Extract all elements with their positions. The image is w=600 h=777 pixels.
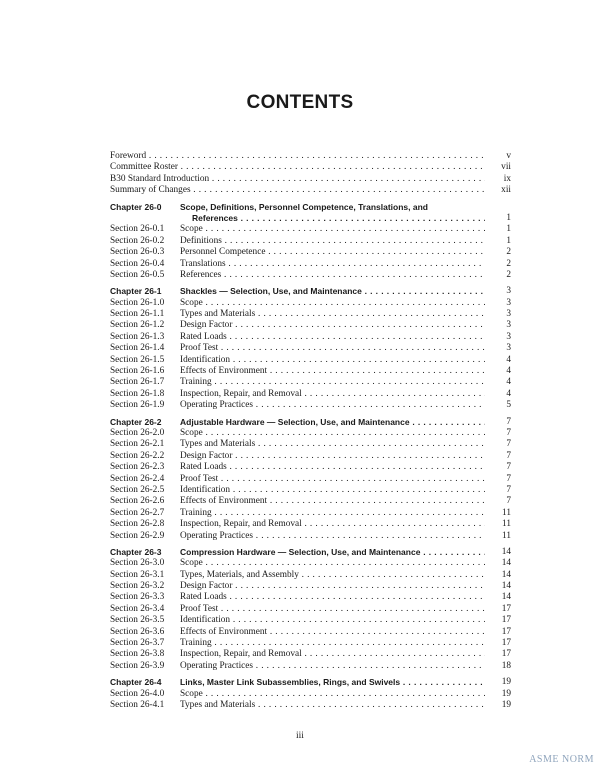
section-title: Definitions . . . [180, 236, 485, 247]
toc-entry[interactable] [110, 417, 511, 428]
chapter-page: 3 [506, 286, 511, 297]
section-page: 11 [502, 519, 511, 530]
toc-entry[interactable] [110, 496, 511, 507]
toc-entry-title: B30 Standard Introduction . . . [110, 174, 485, 185]
section-page: 17 [501, 649, 511, 660]
section-title: Design Factor . . . [180, 320, 485, 331]
toc-entry[interactable] [110, 649, 511, 660]
toc-entry[interactable] [110, 174, 511, 185]
section-title: Types and Materials . . . [180, 700, 485, 711]
section-title: Scope . . . [180, 428, 485, 439]
toc-entry[interactable] [110, 474, 511, 485]
toc-entry[interactable] [110, 677, 511, 688]
section-label: Section 26-2.9 [110, 530, 165, 541]
section-label: Section 26-0.5 [110, 269, 165, 280]
section-title: Types, Materials, and Assembly . . . [180, 570, 485, 581]
section-title: Training . . . [180, 508, 485, 519]
section-title: Identification . . . [180, 485, 485, 496]
page-number: iii [296, 731, 304, 741]
toc-entry-page: v [506, 151, 511, 161]
section-title: Training . . . [180, 377, 485, 388]
toc-entry[interactable] [110, 309, 511, 320]
section-title: Inspection, Repair, and Removal . . . [180, 649, 485, 660]
section-page: 1 [506, 235, 511, 246]
section-page: 11 [502, 507, 511, 518]
chapter-page: 19 [501, 677, 511, 688]
section-page: 19 [501, 688, 511, 699]
section-title: Identification . . . [180, 615, 485, 626]
section-label: Section 26-2.8 [110, 519, 165, 530]
toc-entry[interactable] [110, 519, 511, 530]
toc-entry[interactable] [110, 259, 511, 270]
section-title: Design Factor . . . [180, 581, 485, 592]
section-title: Effects of Environment . . . [180, 627, 485, 638]
toc-entry[interactable] [110, 604, 511, 615]
section-page: 4 [506, 366, 511, 377]
toc-entry[interactable] [110, 428, 511, 439]
section-page: 3 [506, 309, 511, 320]
watermark-logo: ASME NORM [529, 754, 594, 765]
toc-entry-title: Summary of Changes . . . [110, 185, 485, 196]
section-label: Section 26-0.3 [110, 247, 165, 258]
section-page: 7 [506, 439, 511, 450]
toc-entry[interactable] [110, 213, 511, 224]
toc-entry[interactable] [110, 592, 511, 603]
toc-entry[interactable] [110, 581, 511, 592]
toc-entry[interactable] [110, 508, 511, 519]
toc-entry[interactable] [110, 332, 511, 343]
section-title: Operating Practices . . . [180, 661, 485, 672]
section-title: Translations . . . [180, 259, 485, 270]
toc-entry[interactable] [110, 462, 511, 473]
section-label: Section 26-2.1 [110, 439, 165, 450]
section-page: 3 [506, 331, 511, 342]
section-page: 14 [501, 581, 511, 592]
toc-entry[interactable] [110, 270, 511, 281]
section-title: References . . . [180, 270, 485, 281]
toc-entry[interactable] [110, 400, 511, 411]
section-label: Section 26-1.2 [110, 320, 165, 331]
section-label: Section 26-0.2 [110, 235, 165, 246]
section-label: Section 26-1.6 [110, 366, 165, 377]
section-title: Scope . . . [180, 689, 485, 700]
toc-entry[interactable] [110, 162, 511, 173]
chapter-page: 14 [501, 546, 511, 557]
section-label: Section 26-2.5 [110, 484, 165, 495]
toc-entry[interactable] [110, 531, 511, 542]
section-page: 2 [506, 269, 511, 280]
chapter-page: 1 [506, 212, 511, 223]
toc-entry[interactable] [110, 298, 511, 309]
section-title: Effects of Environment . . . [180, 496, 485, 507]
section-title: Inspection, Repair, and Removal . . . [180, 519, 485, 530]
section-title: Effects of Environment . . . [180, 366, 485, 377]
section-page: 18 [501, 660, 511, 671]
toc-entry[interactable] [110, 377, 511, 388]
section-page: 4 [506, 388, 511, 399]
chapter-title: Compression Hardware — Selection, Use, and Maintenance . . . [180, 547, 485, 558]
section-label: Section 26-1.8 [110, 388, 165, 399]
section-page: 7 [506, 484, 511, 495]
section-label: Section 26-1.9 [110, 400, 165, 411]
section-label: Section 26-4.1 [110, 699, 165, 710]
toc-entry-page: vii [501, 162, 511, 173]
section-title: Personnel Competence . . . [180, 247, 485, 258]
section-page: 5 [506, 400, 511, 411]
section-label: Section 26-3.4 [110, 603, 165, 614]
section-title: Proof Test . . . [180, 604, 485, 615]
section-title: Types and Materials . . . [180, 439, 485, 450]
section-label: Section 26-3.8 [110, 649, 165, 660]
toc-entry[interactable] [110, 202, 511, 213]
section-page: 7 [506, 496, 511, 507]
section-page: 2 [506, 247, 511, 258]
toc-entry-page: ix [503, 173, 511, 184]
section-title: Operating Practices . . . [180, 531, 485, 542]
section-page: 7 [506, 450, 511, 461]
section-label: Section 26-1.1 [110, 309, 165, 320]
section-title: Scope . . . [180, 298, 485, 309]
section-page: 4 [506, 377, 511, 388]
section-title: Design Factor . . . [180, 451, 485, 462]
chapter-label: Chapter 26-1 [110, 286, 162, 297]
chapter-title: Shackles — Selection, Use, and Maintenance . . . [180, 286, 485, 297]
toc-entry[interactable] [110, 236, 511, 247]
section-title: Types and Materials . . . [180, 309, 485, 320]
toc-entry[interactable] [110, 151, 511, 162]
section-page: 17 [501, 603, 511, 614]
section-label: Section 26-2.2 [110, 450, 165, 461]
table-of-contents [110, 151, 511, 711]
page-title: CONTENTS [246, 92, 354, 113]
toc-entry[interactable] [110, 700, 511, 711]
section-title: Inspection, Repair, and Removal . . . [180, 389, 485, 400]
chapter-label: Chapter 26-0 [110, 201, 162, 212]
chapter-label: Chapter 26-4 [110, 677, 162, 688]
section-page: 14 [501, 569, 511, 580]
section-label: Section 26-1.5 [110, 354, 165, 365]
section-page: 7 [506, 473, 511, 484]
section-label: Section 26-2.4 [110, 473, 165, 484]
section-label: Section 26-3.1 [110, 569, 165, 580]
section-page: 7 [506, 462, 511, 473]
section-label: Section 26-1.7 [110, 377, 165, 388]
section-label: Section 26-3.5 [110, 615, 165, 626]
toc-entry[interactable] [110, 343, 511, 354]
section-label: Section 26-2.0 [110, 427, 165, 438]
section-title: Proof Test . . . [180, 343, 485, 354]
toc-entry-page: xii [501, 185, 511, 196]
toc-entry[interactable] [110, 286, 511, 297]
section-label: Section 26-2.7 [110, 507, 165, 518]
section-title: Identification . . . [180, 355, 485, 366]
section-label: Section 26-3.9 [110, 660, 165, 671]
toc-entry[interactable] [110, 570, 511, 581]
chapter-title: References . . . [192, 213, 485, 224]
section-page: 11 [502, 530, 511, 541]
section-label: Section 26-3.6 [110, 626, 165, 637]
chapter-label: Chapter 26-2 [110, 416, 162, 427]
section-label: Section 26-2.6 [110, 496, 165, 507]
section-title: Rated Loads . . . [180, 592, 485, 603]
toc-entry-title: Foreword . . . [110, 151, 485, 162]
toc-entry-title: Committee Roster . . . [110, 162, 485, 173]
toc-entry[interactable] [110, 439, 511, 450]
section-page: 4 [506, 354, 511, 365]
section-label: Section 26-2.3 [110, 462, 165, 473]
section-label: Section 26-3.2 [110, 581, 165, 592]
toc-entry[interactable] [110, 558, 511, 569]
chapter-page: 7 [506, 416, 511, 427]
toc-entry[interactable] [110, 224, 511, 235]
section-page: 14 [501, 558, 511, 569]
section-label: Section 26-0.4 [110, 258, 165, 269]
section-page: 17 [501, 615, 511, 626]
chapter-title: Links, Master Link Subassemblies, Rings, and Swivels . . . [180, 677, 485, 688]
chapter-title: Scope, Definitions, Personnel Competence, Translations, and [180, 201, 428, 212]
section-label: Section 26-0.1 [110, 224, 165, 235]
section-title: Rated Loads . . . [180, 462, 485, 473]
toc-entry[interactable] [110, 547, 511, 558]
section-title: Rated Loads . . . [180, 332, 485, 343]
section-page: 3 [506, 320, 511, 331]
toc-entry[interactable] [110, 689, 511, 700]
section-page: 2 [506, 258, 511, 269]
chapter-title: Adjustable Hardware — Selection, Use, and Maintenance . . . [180, 417, 485, 428]
toc-entry[interactable] [110, 615, 511, 626]
section-label: Section 26-3.0 [110, 558, 165, 569]
section-page: 7 [506, 427, 511, 438]
section-page: 19 [501, 699, 511, 710]
toc-entry[interactable] [110, 485, 511, 496]
toc-entry[interactable] [110, 185, 511, 196]
toc-entry[interactable] [110, 355, 511, 366]
section-page: 14 [501, 592, 511, 603]
section-title: Scope . . . [180, 558, 485, 569]
toc-entry[interactable] [110, 627, 511, 638]
section-title: Training . . . [180, 638, 485, 649]
section-page: 3 [506, 343, 511, 354]
section-title: Scope . . . [180, 224, 485, 235]
section-label: Section 26-1.0 [110, 297, 165, 308]
section-label: Section 26-1.3 [110, 331, 165, 342]
toc-entry[interactable] [110, 638, 511, 649]
chapter-label: Chapter 26-3 [110, 546, 162, 557]
section-page: 3 [506, 297, 511, 308]
toc-entry[interactable] [110, 366, 511, 377]
section-label: Section 26-3.3 [110, 592, 165, 603]
toc-entry[interactable] [110, 661, 511, 672]
section-label: Section 26-1.4 [110, 343, 165, 354]
section-page: 17 [501, 638, 511, 649]
toc-entry[interactable] [110, 389, 511, 400]
section-title: Proof Test . . . [180, 474, 485, 485]
toc-entry[interactable] [110, 320, 511, 331]
toc-entry[interactable] [110, 247, 511, 258]
section-title: Operating Practices . . . [180, 400, 485, 411]
toc-entry[interactable] [110, 451, 511, 462]
section-label: Section 26-3.7 [110, 638, 165, 649]
section-page: 17 [501, 626, 511, 637]
section-label: Section 26-4.0 [110, 688, 165, 699]
section-page: 1 [506, 224, 511, 235]
